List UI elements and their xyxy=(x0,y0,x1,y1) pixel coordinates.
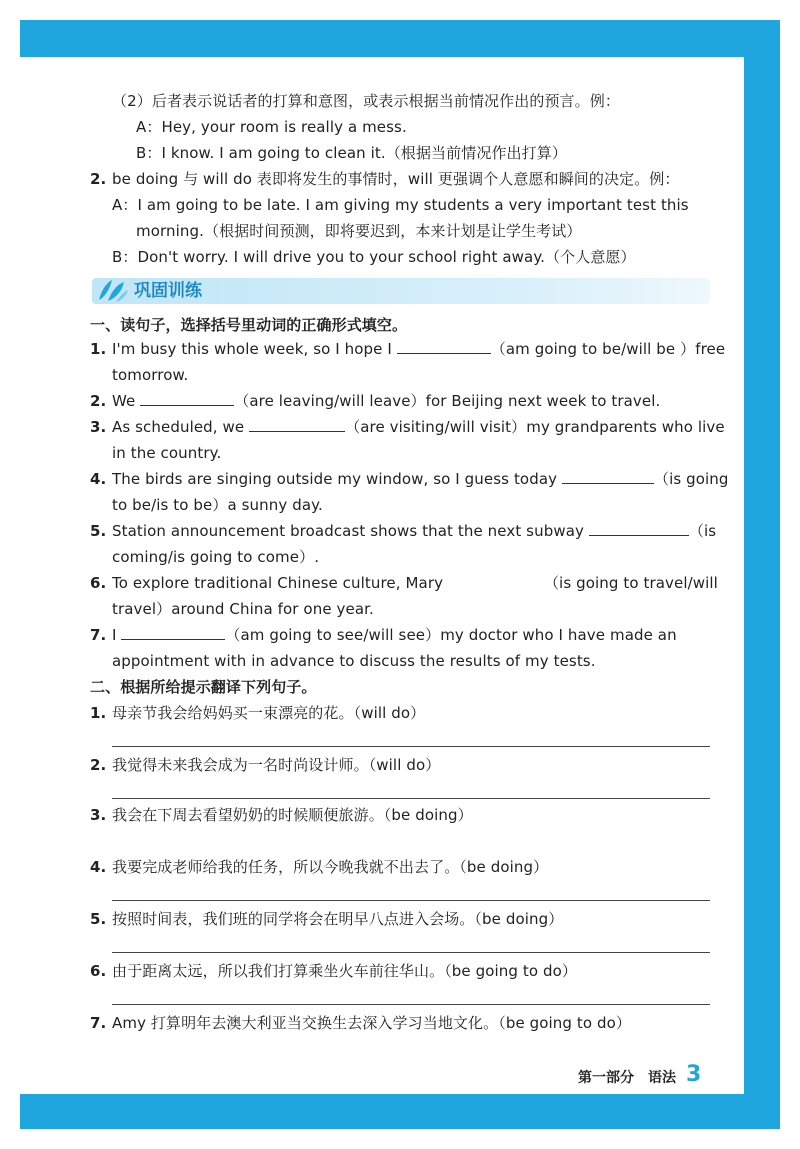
note-item-2 xyxy=(90,168,680,190)
answer-line[interactable] xyxy=(112,848,710,849)
question-text-before: I xyxy=(112,626,117,644)
question-text-after: （is going xyxy=(653,470,729,488)
answer-line[interactable] xyxy=(112,952,710,953)
question-number: 1. xyxy=(90,704,107,722)
fill-question-6 xyxy=(90,572,718,594)
answer-blank[interactable] xyxy=(562,469,654,484)
question-number: 1. xyxy=(90,340,107,358)
question-continuation: coming/is going to come）. xyxy=(112,548,320,566)
question-text: 我要完成老师给我的任务，所以今晚我就不出去了。（be doing） xyxy=(112,858,549,876)
question-text-after: （are leaving/will leave）for Beijing next week to travel. xyxy=(234,392,661,410)
translate-question-4 xyxy=(90,856,548,878)
translate-question-3 xyxy=(90,804,473,826)
question-text: 按照时间表，我们班的同学将会在明早八点进入会场。（be doing） xyxy=(112,910,564,928)
fill-question-3 xyxy=(90,416,725,438)
question-number: 7. xyxy=(90,626,107,644)
example-a-line-2: morning.（根据时间预测，即将要迟到，本来计划是让学生考试） xyxy=(136,222,582,240)
example-b-line: B：I know. I am going to clean it.（根据当前情况作出打算） xyxy=(136,144,567,162)
question-continuation: tomorrow. xyxy=(112,366,189,384)
question-number: 6. xyxy=(90,574,107,592)
question-number: 2. xyxy=(90,756,107,774)
question-text: Amy 打算明年去澳大利亚当交换生去深入学习当地文化。（be going to do） xyxy=(112,1014,632,1032)
question-number: 3. xyxy=(90,418,107,436)
answer-blank[interactable] xyxy=(448,573,544,588)
note-item-2-text: be doing 与 will do 表即将发生的事情时，will 更强调个人意愿和瞬间的决定。例： xyxy=(112,170,680,188)
page-frame-top xyxy=(20,20,780,57)
answer-blank[interactable] xyxy=(397,339,491,354)
answer-blank[interactable] xyxy=(140,391,234,406)
answer-line[interactable] xyxy=(112,798,710,799)
note-2-heading: （2）后者表示说话者的打算和意图，或表示根据当前情况作出的预言。例： xyxy=(112,92,620,110)
question-continuation: appointment with in advance to discuss the results of my tests. xyxy=(112,652,596,670)
answer-blank[interactable] xyxy=(249,417,345,432)
question-number: 2. xyxy=(90,392,107,410)
page-frame-right xyxy=(744,20,780,1129)
question-text: 我觉得未来我会成为一名时尚设计师。（will do） xyxy=(112,756,441,774)
example-b-line-2: B：Don't worry. I will drive you to your school right away.（个人意愿） xyxy=(112,248,636,266)
answer-line[interactable] xyxy=(112,900,710,901)
part2-heading: 二、根据所给提示翻译下列句子。 xyxy=(90,678,317,696)
question-text-before: We xyxy=(112,392,136,410)
example-a-line: A：Hey, your room is really a mess. xyxy=(136,118,407,136)
question-text-after: （is xyxy=(688,522,717,540)
translate-question-5 xyxy=(90,908,563,930)
answer-blank[interactable] xyxy=(121,625,225,640)
question-text-after: （am going to see/will see）my doctor who I have made an xyxy=(225,626,677,644)
question-number: 3. xyxy=(90,806,107,824)
fill-question-4 xyxy=(90,468,729,490)
question-number: 4. xyxy=(90,470,107,488)
answer-line[interactable] xyxy=(112,1004,710,1005)
page-number: 3 xyxy=(686,1062,702,1087)
question-continuation: travel）around China for one year. xyxy=(112,600,374,618)
question-text-before: The birds are singing outside my window, so I guess today xyxy=(112,470,558,488)
translate-question-2 xyxy=(90,754,440,776)
question-text-after: （am going to be/will be ）free xyxy=(490,340,726,358)
footer-section-label: 第一部分 语法 xyxy=(578,1070,676,1086)
fill-question-5 xyxy=(90,520,716,542)
translate-question-1 xyxy=(90,702,425,724)
fill-question-2 xyxy=(90,390,660,412)
question-text-before: As scheduled, we xyxy=(112,418,245,436)
question-text-before: To explore traditional Chinese culture, Mary xyxy=(112,574,444,592)
question-text-after: （is going to travel/will xyxy=(543,574,718,592)
translate-question-6 xyxy=(90,960,577,982)
question-text-after: （are visiting/will visit）my grandparents who live xyxy=(345,418,725,436)
question-text: 母亲节我会给妈妈买一束漂亮的花。（will do） xyxy=(112,704,426,722)
question-text-before: I'm busy this whole week, so I hope I xyxy=(112,340,392,358)
question-text: 由于距离太远，所以我们打算乘坐火车前往华山。（be going to do） xyxy=(112,962,578,980)
question-number: 6. xyxy=(90,962,107,980)
note-item-2-number: 2. xyxy=(90,170,107,188)
fill-question-1 xyxy=(90,338,726,360)
question-text: 我会在下周去看望奶奶的时候顺便旅游。（be doing） xyxy=(112,806,473,824)
question-number: 4. xyxy=(90,858,107,876)
part1-heading: 一、读句子，选择括号里动词的正确形式填空。 xyxy=(90,316,408,334)
question-number: 5. xyxy=(90,522,107,540)
fill-question-7 xyxy=(90,624,677,646)
question-number: 7. xyxy=(90,1014,107,1032)
answer-blank[interactable] xyxy=(589,521,689,536)
leaf-icon xyxy=(96,276,130,304)
translate-question-7 xyxy=(90,1012,631,1034)
question-continuation: in the country. xyxy=(112,444,222,462)
section-title: 巩固训练 xyxy=(134,281,202,301)
answer-line[interactable] xyxy=(112,746,710,747)
question-continuation: to be/is to be）a sunny day. xyxy=(112,496,323,514)
example-a-line-1: A：I am going to be late. I am giving my students a very important test this xyxy=(112,196,689,214)
question-number: 5. xyxy=(90,910,107,928)
question-text-before: Station announcement broadcast shows that the next subway xyxy=(112,522,584,540)
page-frame-bottom xyxy=(20,1094,780,1129)
